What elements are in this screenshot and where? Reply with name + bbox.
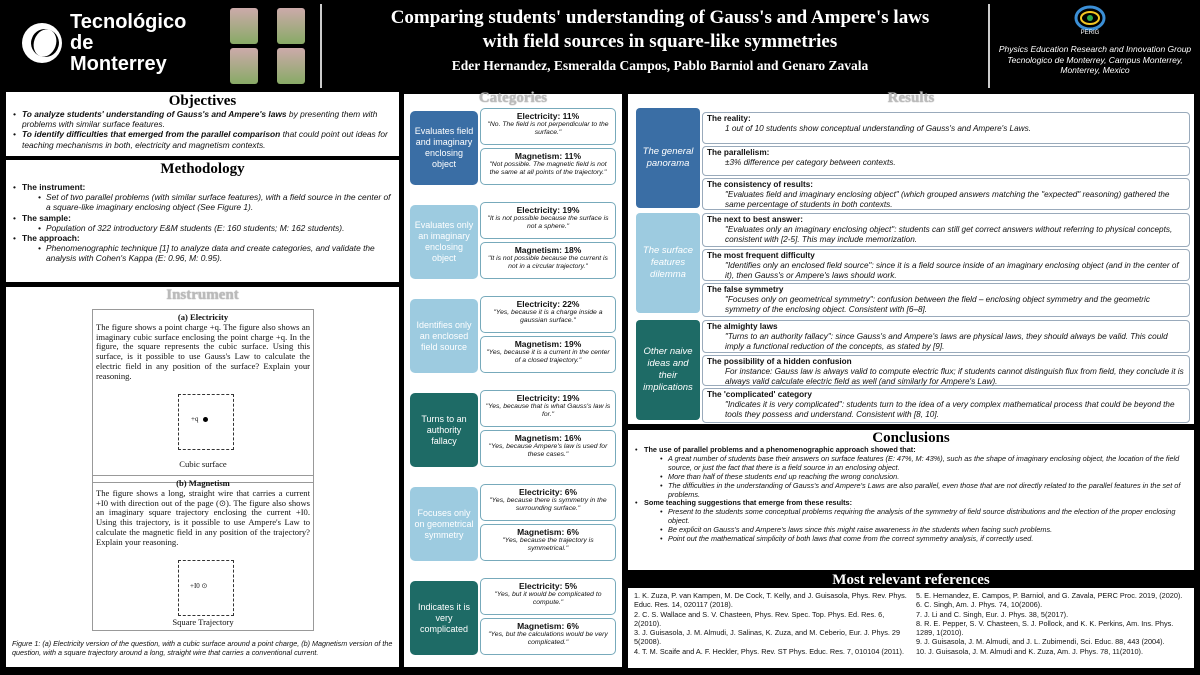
method-text-sample: • Population of 322 introductory E&M students (E: 160 students; M: 162 students). (12, 223, 393, 233)
category-percent: Electricity: 22% (516, 299, 580, 309)
result-item (702, 146, 1190, 176)
category-percent: Magnetism: 18% (514, 245, 582, 255)
objectives-section (6, 92, 399, 156)
author-photo (277, 48, 305, 84)
category-label: Evaluates field and imaginary enclosing object (410, 111, 478, 185)
poster-title (330, 6, 990, 54)
objective-item (12, 129, 393, 149)
current-label: +I0 ⊙ (190, 582, 208, 590)
authors: Eder Hernandez, Esmeralda Campos, Pablo Barniol and Genaro Zavala (451, 58, 869, 73)
result-body: ±3% difference per category between contexts. (725, 158, 896, 167)
result-item (702, 213, 1190, 247)
result-body: "Identifies only an enclosed field source": since it is a field source inside of an imaginary enclosing object (and in the center of it), then Gauss's or Ampere's laws should work. (725, 261, 1179, 280)
electricity-box (480, 484, 616, 521)
category-quote: "Yes, because it is a current in the center of a closed trajectory." (486, 349, 610, 364)
category-quote: "Yes, because it is a charge inside a gaussian surface." (493, 309, 603, 324)
figure-caption: Figure 1: (a) Electricity version of the question, with a cubic surface around a point charge, (b) Magnetism version of the question, with a square trajectory around a long, straight wire that carries a conventional current. (12, 639, 393, 657)
result-body: "Indicates it is very complicated": students turn to the idea of a very complex mathematical process that could be beyond the tools they possess and understand. Consistent with [8, 10]. (725, 400, 1175, 419)
category-percent: Electricity: 5% (518, 581, 578, 591)
result-heading: The most frequent difficulty (707, 251, 815, 260)
electricity-box (480, 390, 616, 427)
reference-item: 5. E. Hernandez, E. Campos, P. Barniol, and G. Zavala, PERC Proc. 2019, (2020). (916, 591, 1183, 600)
result-item (702, 112, 1190, 144)
result-group-label: Other naive ideas and their implications (636, 320, 700, 420)
electricity-box (480, 578, 616, 615)
result-body: "Evaluates only an imaginary enclosing object": students can still get correct answers without referring to physical concepts, consistent with [2-5]. This may include memorization. (725, 225, 1173, 244)
magnetism-box (480, 336, 616, 373)
conclusion-head: • The use of parallel problems and a phenomenographic approach showed that: (634, 446, 1188, 455)
category-block (410, 296, 616, 374)
conclusion-item: • Point out the mathematical simplicity of both laws that come from the correct symmetry analysis, if correctly used. (634, 535, 1188, 544)
objective-item-bold: To identify difficulties that emerged from the parallel comparison (22, 129, 281, 140)
electricity-box (480, 202, 616, 239)
category-label: Focuses only on geometrical symmetry (410, 487, 478, 561)
method-label-approach: • The approach: (12, 233, 393, 243)
objectives-title: Objectives (168, 93, 237, 109)
figure-a-text: The figure shows a point charge +q. The figure also shows an imaginary cubic surface enclosing the point charge +q. In the figure, the square represents the cubic surface. Using this surface, is it possible to use Gauss's Law to calculate the electric field in any position of the surface? Explain your reasoning. (96, 321, 310, 381)
conclusion-item: • The difficulties in the understanding of Gauss's and Ampere's Laws are also parallel, even those that are not directly related to the parallel features in the set of problems. (634, 482, 1188, 500)
reference-item: 7. J. Li and C. Singh, Eur. J. Phys. 38, 5(2017). (916, 609, 1069, 619)
category-block (410, 484, 616, 562)
methodology-title: Methodology (160, 161, 245, 177)
category-percent: Electricity: 19% (516, 205, 580, 215)
conclusion-item: • Present to the students some conceptual problems requiring the analysis of the symmetry of field source distributions and the election of the proper enclosing object. (634, 508, 1188, 526)
categories-title: Categories (478, 90, 548, 106)
result-item (702, 283, 1190, 317)
category-block (410, 390, 616, 468)
objective-item-text: by presenting them with problems with similar surface features. (22, 109, 378, 130)
category-block (410, 202, 616, 280)
magnetism-box (480, 524, 616, 561)
tec-logo-icon (22, 23, 62, 63)
reference-item: 3. J. Guisasola, J. M. Almudi, J. Salinas, K. Zuza, and M. Ceberio, Eur. J. Phys. 29 5(2008). (634, 628, 901, 647)
magnetism-box (480, 618, 616, 655)
instrument-section (6, 287, 399, 667)
cubic-surface-square (178, 394, 234, 450)
category-quote: "Yes, because Ampere's law is used for these cases." (488, 443, 608, 458)
result-heading: The parallelism: (707, 148, 770, 157)
category-percent: Magnetism: 19% (514, 339, 582, 349)
magnetism-box (480, 242, 616, 279)
figure-b-title: (b) Magnetism (176, 478, 230, 488)
figure-a (92, 309, 314, 483)
conclusions-section (628, 430, 1194, 570)
reference-item: 1. K. Zuza, P. van Kampen, M. De Cock, T. Kelly, and J. Guisasola, Phys. Rev. Phys. Educ. Res. 14, 020117 (2018). (634, 591, 907, 610)
references-section (628, 588, 1194, 668)
group-line2: Tecnologico de Monterrey, Campus Monterrey, (1007, 54, 1183, 65)
tec-logo (22, 10, 192, 75)
result-group-label: The surface features dilemma (636, 213, 700, 313)
method-text-instrument: • Set of two parallel problems (with similar surface features), with a field source in the center of a square-like imaginary enclosing object (See Figure 1). (12, 192, 393, 212)
method-text-approach: • Phenomenographic technique [1] to analyze data and create categories, and validate the analysis with Cohen's Kappa (E: 0.96, M: 0.95). (12, 243, 393, 263)
result-item (702, 178, 1190, 210)
reference-item: 10. J. Guisasola, J. M. Almudi and K. Zuza, Am. J. Phys. 78, 11(2010). (916, 646, 1143, 656)
category-quote: "Yes, but the calculations would be very complicated." (488, 631, 608, 646)
category-percent: Magnetism: 6% (517, 527, 579, 537)
figure-b (92, 475, 314, 631)
logo-text-line2: de Monterrey (70, 31, 167, 75)
category-label: Indicates it is very complicated (410, 581, 478, 655)
electricity-box (480, 108, 616, 145)
result-heading: The possibility of a hidden confusion (707, 357, 852, 366)
result-heading: The next to best answer: (707, 215, 803, 224)
category-quote: "Yes, because there is symmetry in the surrounding surface." (489, 497, 607, 512)
reference-item: 8. R. E. Pepper, S. V. Chasteen, S. J. Pollock, and K. K. Perkins, Am. Ins. Phys. 1289, 1(2010). (916, 618, 1174, 638)
poster-header (0, 0, 1200, 92)
header-divider (320, 4, 322, 88)
category-quote: "It is not possible because the current is not in a circular trajectory." (488, 255, 608, 270)
category-percent: Electricity: 11% (516, 111, 580, 121)
category-quote: "Not possible. The magnetic field is not the same at all points of the trajectory." (489, 161, 607, 176)
conclusion-item: • A great number of students base their answers on surface features (E: 47%, M: 43%), such as the shape of imaginary enclosing object, the location of the field source, or just the fact that there is a field source in an enclosing object. (634, 455, 1188, 473)
result-item (702, 249, 1190, 281)
perig-label: PERIG (1080, 30, 1100, 36)
instrument-title: Instrument (166, 287, 239, 303)
reference-item: 9. J. Guisasola, J. M. Almudi, and J. L. Zubimendi, Sci. Educ. 88, 443 (2004). (916, 637, 1165, 647)
result-item (702, 320, 1190, 353)
category-percent: Magnetism: 16% (514, 433, 582, 443)
category-quote: "Yes, because that is what Gauss's law is for." (485, 403, 611, 418)
result-body: 1 out of 10 students show conceptual understanding of Gauss's and Ampere's Laws. (725, 124, 1031, 133)
result-body: "Evaluates field and imaginary enclosing object" (which grouped answers matching the "expected" reasoning) gathered the same percentage of students in both contexts. (725, 190, 1170, 209)
objective-item-bold: To analyze students' understanding of Gauss's and Ampere's laws (22, 109, 287, 119)
category-percent: Magnetism: 11% (514, 151, 582, 161)
reference-item: 2. C. S. Wallace and S. V. Chasteen, Phys. Rev. Spec. Top. Phys. Ed. Res. 6, 2(2010). (634, 609, 885, 628)
result-item (702, 355, 1190, 386)
figure-a-title: (a) Electricity (177, 312, 229, 322)
result-body: For instance: Gauss law is always valid to compute electric flux; if students cannot distinguish flux from field, they conclude it is always valid calculate electric field as well (and similarly for Ampere's Law). (725, 367, 1184, 386)
category-percent: Electricity: 19% (516, 393, 580, 403)
figure-b-caption: Square Trajectory (172, 617, 234, 627)
result-heading: The 'complicated' category (707, 390, 812, 399)
result-body: "Focuses only on geometrical symmetry": confusion between the field – enclosing object symmetry and the geometric symmetry of the enclosing object. Consistent with [6–8]. (725, 295, 1150, 314)
category-block (410, 578, 616, 656)
group-affiliation (990, 44, 1200, 76)
group-line1: Physics Education Research and Innovation Group (998, 44, 1192, 54)
title-line2: with field sources in square-like symmetries (482, 31, 838, 52)
objective-item-text: that could point out ideas for teaching mechanisms in both, electricity and magnetism contexts. (22, 129, 388, 150)
category-quote: "It is not possible because the surface is not a sphere." (487, 215, 609, 230)
reference-item: 4. T. M. Scaife and A. F. Heckler, Phys. Rev. ST Phys. Educ. Res. 7, 010104 (2011). (634, 646, 904, 656)
charge-label: +q (191, 415, 199, 423)
result-heading: The almighty laws (707, 322, 778, 331)
category-label: Evaluates only an imaginary enclosing object (410, 205, 478, 279)
result-heading: The consistency of results: (707, 180, 814, 189)
results-title: Results (887, 90, 935, 106)
category-label: Turns to an authority fallacy (410, 393, 478, 467)
references-title: Most relevant references (832, 572, 990, 588)
result-heading: The false symmetry (707, 285, 784, 294)
result-group-label: The general panorama (636, 108, 700, 208)
method-label-instrument: • The instrument: (12, 182, 393, 192)
reference-item: 6. C. Singh, Am. J. Phys. 74, 10(2006). (916, 600, 1043, 610)
category-quote: "No. The field is not perpendicular to the surface." (487, 121, 609, 136)
electricity-box (480, 296, 616, 333)
conclusion-item: • More than half of these students end up reaching the wrong conclusion. (634, 473, 1188, 482)
category-quote: "Yes, but it would be complicated to compute." (494, 591, 602, 606)
result-heading: The reality: (707, 114, 751, 123)
objective-item (12, 109, 393, 129)
result-body: "Turns to an authority fallacy": since Gauss's and Ampere's laws are physical laws, they should always be valid. This could imply a functional reduction of the concepts, as stated by [9]. (725, 332, 1168, 351)
references-title-bar (628, 572, 1194, 588)
magnetism-box (480, 430, 616, 467)
methodology-section (6, 160, 399, 282)
category-quote: "Yes, because the trajectory is symmetrical." (502, 537, 594, 552)
references-left (634, 591, 910, 656)
method-label-sample: • The sample: (12, 213, 393, 223)
figure-a-caption: Cubic surface (179, 459, 227, 469)
category-percent: Magnetism: 6% (517, 621, 579, 631)
figure-b-text: The figure shows a long, straight wire that carries a current +I0 with direction out of the page (⊙). The figure also shows an imaginary square trajectory enclosing the current +I0. Using this trajectory, is it possible to use Ampere's Law to calculate the magnetic field in any position of the trajectory? Explain your reasoning. (96, 487, 310, 547)
conclusion-item: • Be explicit on Gauss's and Ampere's laws since this might raise awareness in the students when facing such problems. (634, 526, 1188, 535)
author-photo (230, 48, 258, 84)
conclusions-title: Conclusions (872, 430, 950, 446)
conclusion-head: • Some teaching suggestions that emerge from these results: (634, 499, 1188, 508)
title-line1: Comparing students' understanding of Gauss's and Ampere's laws (390, 7, 930, 28)
author-photo (277, 8, 305, 44)
logo-text-line1: Tecnológico (70, 10, 187, 33)
point-charge-icon (203, 417, 208, 422)
result-item (702, 388, 1190, 423)
category-percent: Electricity: 6% (518, 487, 578, 497)
magnetism-box (480, 148, 616, 185)
category-label: Identifies only an enclosed field source (410, 299, 478, 373)
group-line3: Monterrey, Mexico (1060, 65, 1130, 75)
references-right (916, 591, 1188, 656)
category-block (410, 108, 616, 186)
author-photo (230, 8, 258, 44)
